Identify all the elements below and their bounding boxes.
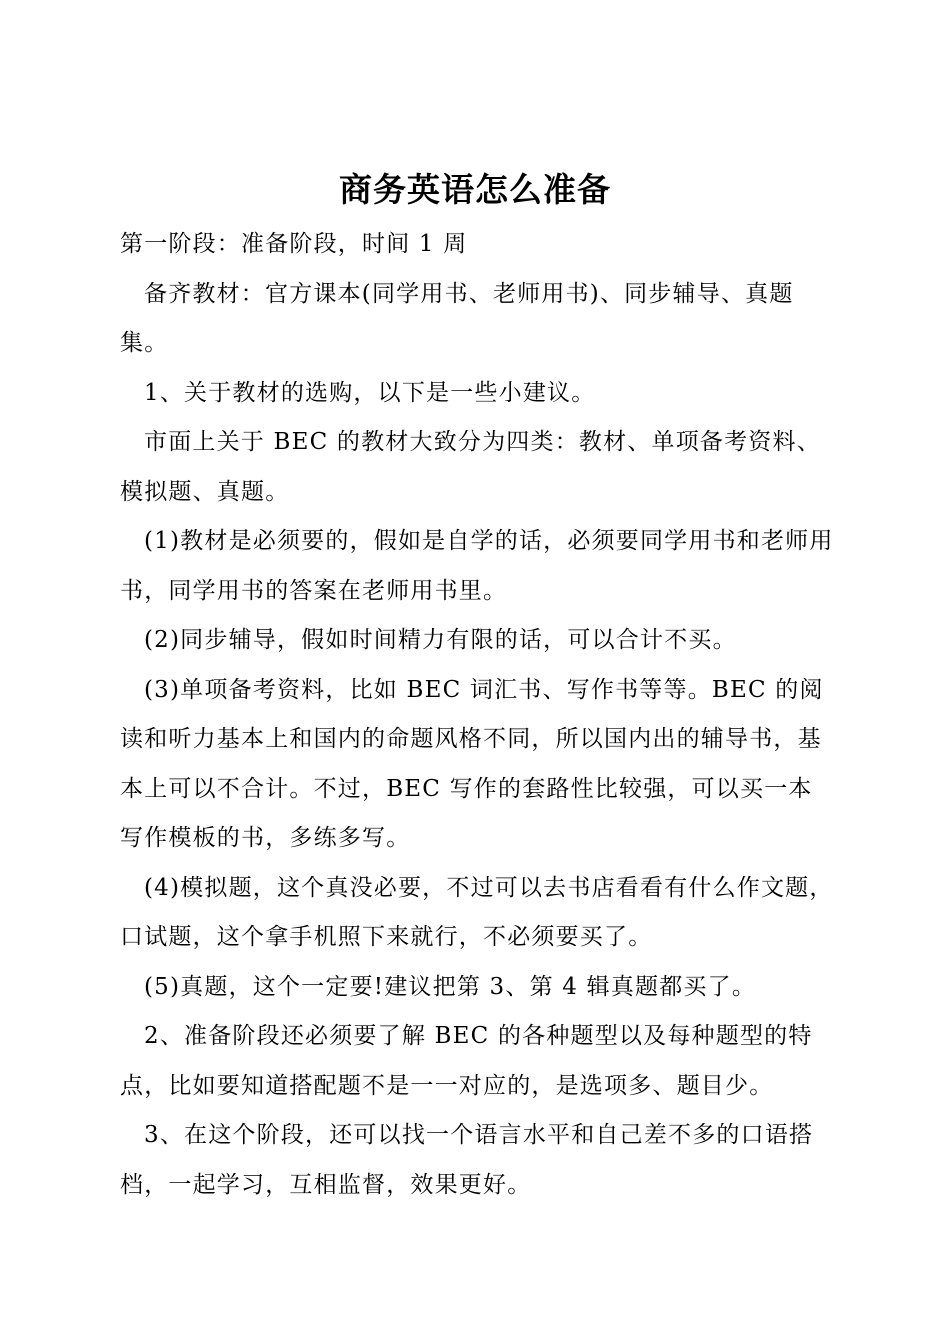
paragraph-materials: 备齐教材：官方课本(同学用书、老师用书)、同步辅导、真题集。 xyxy=(120,280,794,356)
document-body xyxy=(120,220,835,1210)
paragraph-tip-1: 1、关于教材的选购，以下是一些小建议。 xyxy=(144,379,596,406)
document-title: 商务英语怎么准备 xyxy=(339,170,611,210)
list-item-mock-exams: (4)模拟题，这个真没必要，不过可以去书店看看有什么作文题，口试题，这个拿手机照下来就行，不必须要买了。 xyxy=(120,874,834,950)
stage-heading: 第一阶段：准备阶段，时间 1 周 xyxy=(120,231,468,257)
list-item-textbook: (1)教材是必须要的，假如是自学的话，必须要同学用书和老师用书，同学用书的答案在老师用书里。 xyxy=(120,528,834,604)
list-item-real-exams: (5)真题，这个一定要!建议把第 3、第 4 辑真题都买了。 xyxy=(144,973,757,1000)
paragraph-categories: 市面上关于 BEC 的教材大致分为四类：教材、单项备考资料、模拟题、真题。 xyxy=(120,429,821,505)
paragraph-tip-2: 2、准备阶段还必须要了解 BEC 的各种题型以及每种题型的特点，比如要知道搭配题不是一一对应的，是选项多、题目少。 xyxy=(120,1023,813,1099)
list-item-single-topic: (3)单项备考资料，比如 BEC 词汇书、写作书等等。BEC 的阅读和听力基本上和国内的命题风格不同，所以国内出的辅导书，基本上可以不合计。不过，BEC 写作的套路性比较强，可以买一本写作模板的书，多练多写。 xyxy=(120,676,824,851)
list-item-sync-guide: (2)同步辅导，假如时间精力有限的话，可以合计不买。 xyxy=(144,627,737,653)
paragraph-tip-3: 3、在这个阶段，还可以找一个语言水平和自己差不多的口语搭档，一起学习，互相监督，效果更好。 xyxy=(120,1122,814,1198)
